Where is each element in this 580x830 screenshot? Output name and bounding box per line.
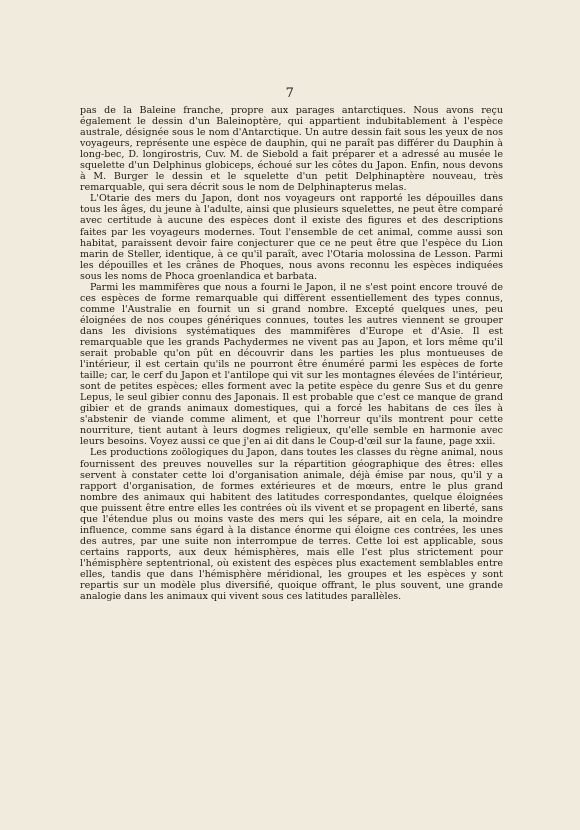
paragraph-otarie: L'Otarie des mers du Japon, dont nos voyageurs ont rapporté les dépouilles dans tous les âges, du jeune à l'adulte, ainsi que plusieurs squelettes, ne peut être comparé avec certitude à aucune des espèces dont il existe des figures et des descriptions faites par les voyageurs modernes. Tout l'ensemble de cet animal, comme aussi son habitat, paraissent devoir faire conjecturer que ce ne peut être que l'espèce du Lion marin de Steller, identique, à ce qu'il paraît, avec l'Otaria molossina de Lesson. Parmi les dépouilles et les crânes de Phoques, nous avons reconnu les espèces indiquées sous les noms de Phoca groenlandica et barbata.	[80, 193, 503, 282]
paragraph-whales: pas de la Baleine franche, propre aux parages antarctiques. Nous avons reçu également le dessin d'un Baleinoptère, qui appartient indubitablement à l'espèce australe, désignée sous le nom d'Antarctique. Un autre dessin fait sous les yeux de nos voyageurs, représente une espèce de dauphin, qui ne paraît pas différer du Dauphin à long-bec, D. longirostris, Cuv. M. de Siebold a fait préparer et a adressé au musée le squelette d'un Delphinus globiceps, échoué sur les côtes du Japon. Enfin, nous devons à M. Burger le dessin et le squelette d'un petit Delphinaptère nouveau, très remarquable, qui sera décrit sous le nom de Delphinapterus melas.	[80, 105, 503, 194]
page-number: 7	[285, 86, 295, 101]
body-text	[80, 105, 503, 602]
paragraph-productions: Les productions zoölogiques du Japon, dans toutes les classes du règne animal, nous fournissent des preuves nouvelles sur la répartition géographique des êtres: elles servent à constater cette loi d'organisation animale, déjà émise par nous, qu'il y a rapport d'organisation, de formes extérieures et de mœurs, entre le plus grand nombre des animaux qui habitent des latitudes correspondantes, quelque éloignées que puissent être entre elles les contrées où ils vivent et se propagent en liberté, sans que l'étendue plus ou moins vaste des mers qui les sépare, ait en cela, la moindre influence, comme sans égard à la distance énorme qui éloigne ces contrées, les unes des autres, par une suite non interrompue de terres. Cette loi est applicable, sous certains rapports, aux deux hémisphères, mais elle l'est plus strictement pour l'hémisphère septentrional, où existent des espèces plus exactement semblables entre elles, tandis que dans l'hémisphère méridional, les groupes et les espèces y sont repartis sur un modèle plus diversifié, quoique offrant, le plus souvent, une grande analogie dans les animaux qui vivent sous ces latitudes parallèles.	[80, 447, 503, 603]
paragraph-mammiferes: Parmi les mammifères que nous a fourni le Japon, il ne s'est point encore trouvé de ces espèces de forme remarquable qui diffèrent essentiellement des types connus, comme l'Australie en fournit un si grand nombre. Excepté quelques unes, peu éloignées de nos coupes génériques connues, toutes les autres viennent se grouper dans les divisions systématiques des mammifères d'Europe et d'Asie. Il est remarquable que les grands Pachydermes ne vivent pas au Japon, et lors même qu'il serait probable qu'on pût en découvrir dans les parties les plus montueuses de l'intérieur, il est certain qu'ils ne pourront être énuméré parmi les espèces de forte taille; car, le cerf du Japon et l'antilope qui vit sur les montagnes élevées de l'intérieur, sont de petites espèces; elles forment avec la petite espèce du genre Sus et du genre Lepus, le seul gibier connu des Japonais. Il est probable que c'est ce manque de grand gibier et de grands animaux domestiques, qui a forcé les habitans de ces îles à s'abstenir de viande comme aliment, et que l'horreur qu'ils montrent pour cette nourriture, tient autant à leurs dogmes religieux, qu'elle semble en harmonie avec leurs besoins. Voyez aussi ce que j'en ai dit dans le Coup-d'œil sur la faune, page xxii.	[80, 281, 503, 448]
